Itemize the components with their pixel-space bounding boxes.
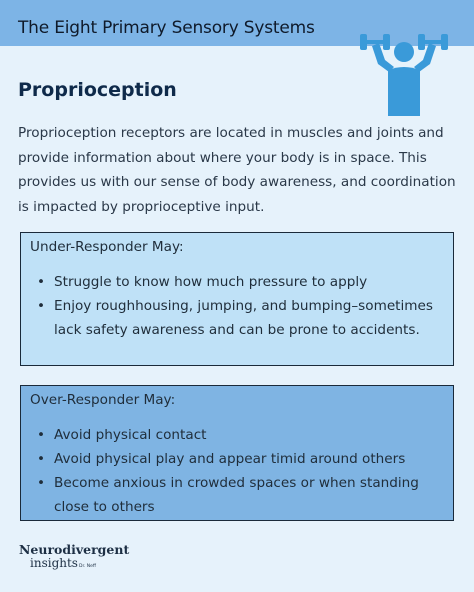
over-responder-list <box>35 423 445 519</box>
page-title: The Eight Primary Sensory Systems <box>18 18 315 38</box>
list-item: • Struggle to know how much pressure to apply <box>37 274 368 290</box>
logo-author-text: Dr. Neff <box>79 564 96 569</box>
under-responder-box <box>20 232 454 366</box>
over-responder-box <box>20 385 454 521</box>
under-responder-list <box>35 270 445 342</box>
brand-logo <box>19 542 129 578</box>
section-title: Proprioception <box>18 79 177 101</box>
list-item: • Avoid physical play and appear timid around others <box>37 451 406 467</box>
list-item: • Avoid physical contact <box>37 427 207 443</box>
intro-paragraph: Proprioception receptors are located in muscles and joints and provide information about where your body is in space. This provides us with our sense of body awareness, and coordination is impacted by proprioceptive input. <box>18 125 456 215</box>
logo-main-text: Neurodivergent <box>19 542 130 557</box>
list-item: • Become anxious in crowded spaces or when standing close to others <box>37 475 419 515</box>
person-lifting-dumbbells-icon <box>358 30 450 118</box>
logo-sub-text: insights <box>30 556 78 570</box>
under-responder-title: Under-Responder May: <box>30 239 184 255</box>
list-item: • Enjoy roughhousing, jumping, and bumping–sometimes lack safety awareness and can be prone to accidents. <box>37 298 433 338</box>
over-responder-title: Over-Responder May: <box>30 392 176 408</box>
